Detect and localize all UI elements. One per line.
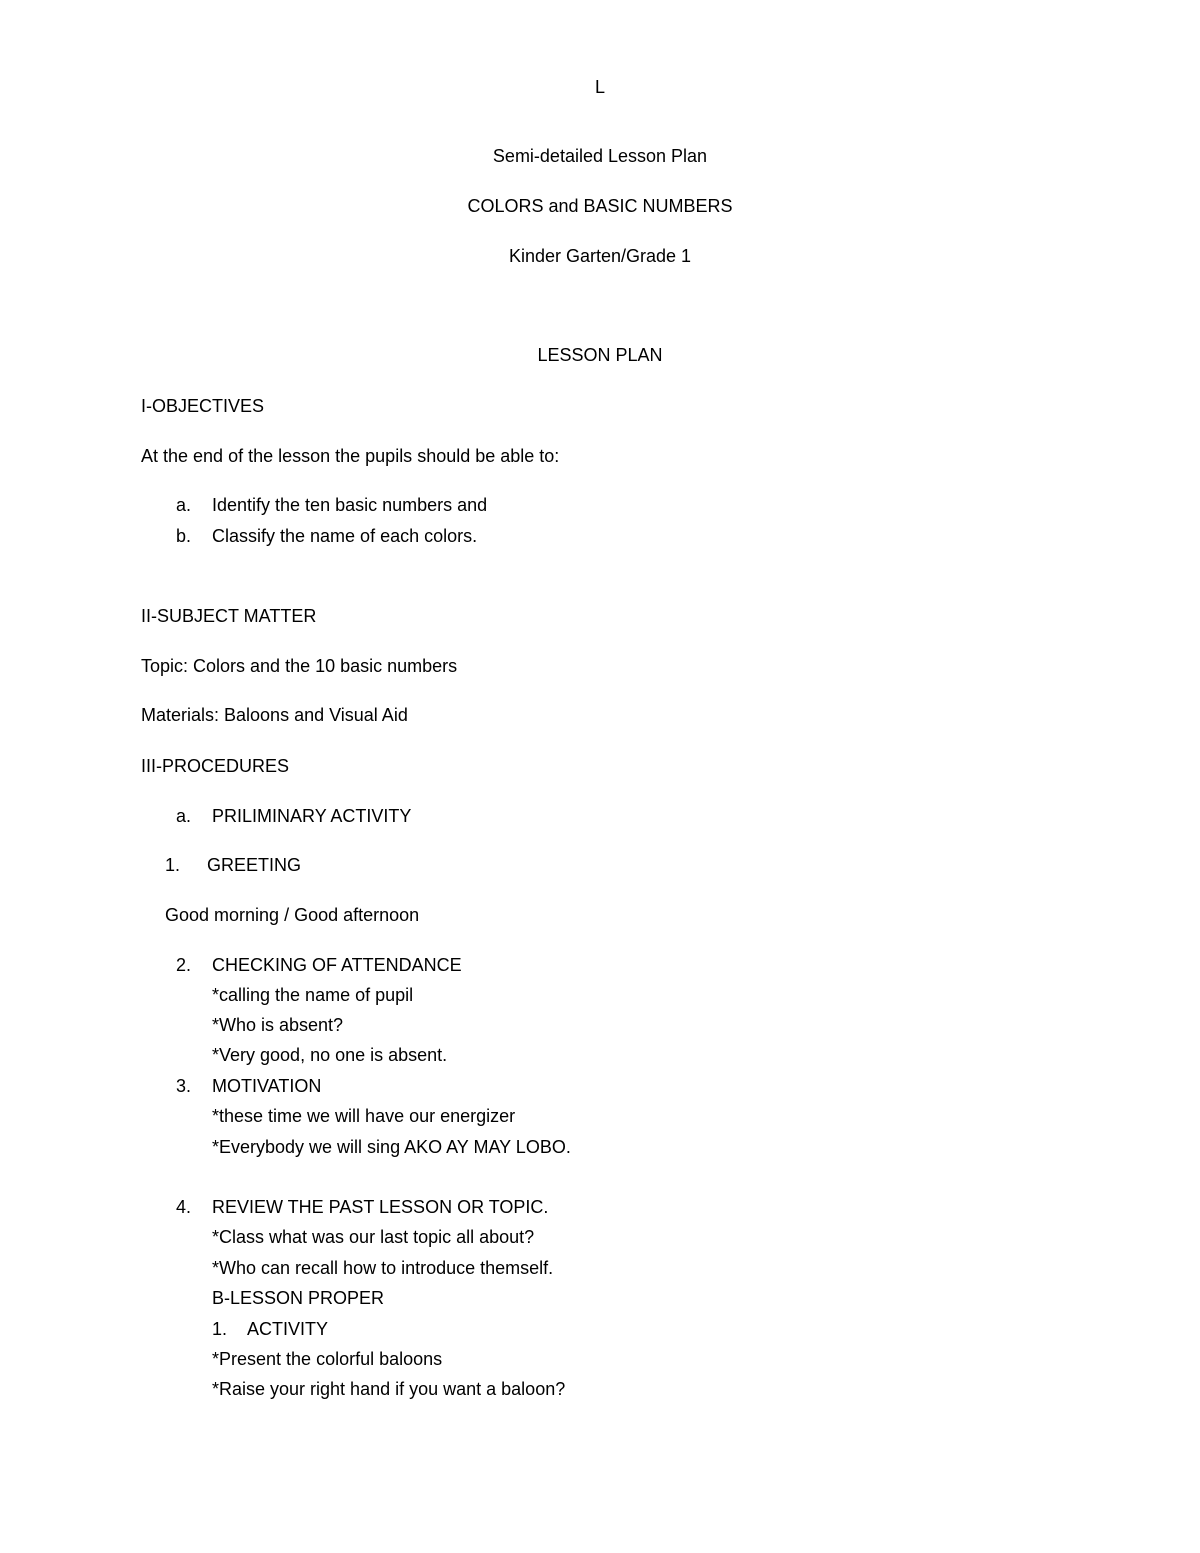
greeting-heading: GREETING bbox=[207, 855, 302, 875]
review-heading: REVIEW THE PAST LESSON OR TOPIC. bbox=[212, 1197, 549, 1217]
greeting-marker: 1. bbox=[165, 855, 181, 875]
objective-marker: b. bbox=[176, 526, 192, 546]
greeting-text: Good morning / Good afternoon bbox=[165, 905, 420, 925]
activity-marker: 1. bbox=[212, 1319, 228, 1339]
subject-materials: Materials: Baloons and Visual Aid bbox=[141, 705, 408, 725]
attendance-line: *Who is absent? bbox=[212, 1015, 344, 1035]
section-title: LESSON PLAN bbox=[537, 345, 663, 365]
objective-marker: a. bbox=[176, 495, 192, 515]
document-grade: Kinder Garten/Grade 1 bbox=[508, 246, 692, 266]
review-marker: 4. bbox=[176, 1197, 192, 1217]
objective-item: Classify the name of each colors. bbox=[212, 526, 478, 546]
preliminary-marker: a. bbox=[176, 806, 192, 826]
activity-heading: ACTIVITY bbox=[247, 1319, 329, 1339]
activity-line: *Present the colorful baloons bbox=[212, 1349, 443, 1369]
objectives-intro: At the end of the lesson the pupils should be able to: bbox=[141, 446, 560, 466]
attendance-heading: CHECKING OF ATTENDANCE bbox=[212, 955, 462, 975]
activity-line: *Raise your right hand if you want a baloon? bbox=[212, 1379, 566, 1399]
document-title: Semi-detailed Lesson Plan bbox=[492, 146, 708, 166]
subject-matter-heading: II-SUBJECT MATTER bbox=[141, 606, 317, 626]
subject-topic: Topic: Colors and the 10 basic numbers bbox=[141, 656, 458, 676]
header-mark: L bbox=[594, 77, 605, 97]
document-subject: COLORS and BASIC NUMBERS bbox=[467, 196, 733, 216]
motivation-marker: 3. bbox=[176, 1076, 192, 1096]
attendance-line: *Very good, no one is absent. bbox=[212, 1045, 448, 1065]
attendance-line: *calling the name of pupil bbox=[212, 985, 414, 1005]
review-line: *Who can recall how to introduce themself. bbox=[212, 1258, 554, 1278]
lesson-proper-heading: B-LESSON PROPER bbox=[212, 1288, 385, 1308]
objective-item: Identify the ten basic numbers and bbox=[212, 495, 488, 515]
preliminary-activity: PRILIMINARY ACTIVITY bbox=[212, 806, 412, 826]
objectives-heading: I-OBJECTIVES bbox=[141, 396, 265, 416]
motivation-line: *these time we will have our energizer bbox=[212, 1106, 516, 1126]
review-line: *Class what was our last topic all about? bbox=[212, 1227, 535, 1247]
procedures-heading: III-PROCEDURES bbox=[141, 756, 290, 776]
motivation-line: *Everybody we will sing AKO AY MAY LOBO. bbox=[212, 1137, 571, 1157]
attendance-marker: 2. bbox=[176, 955, 192, 975]
motivation-heading: MOTIVATION bbox=[212, 1076, 322, 1096]
